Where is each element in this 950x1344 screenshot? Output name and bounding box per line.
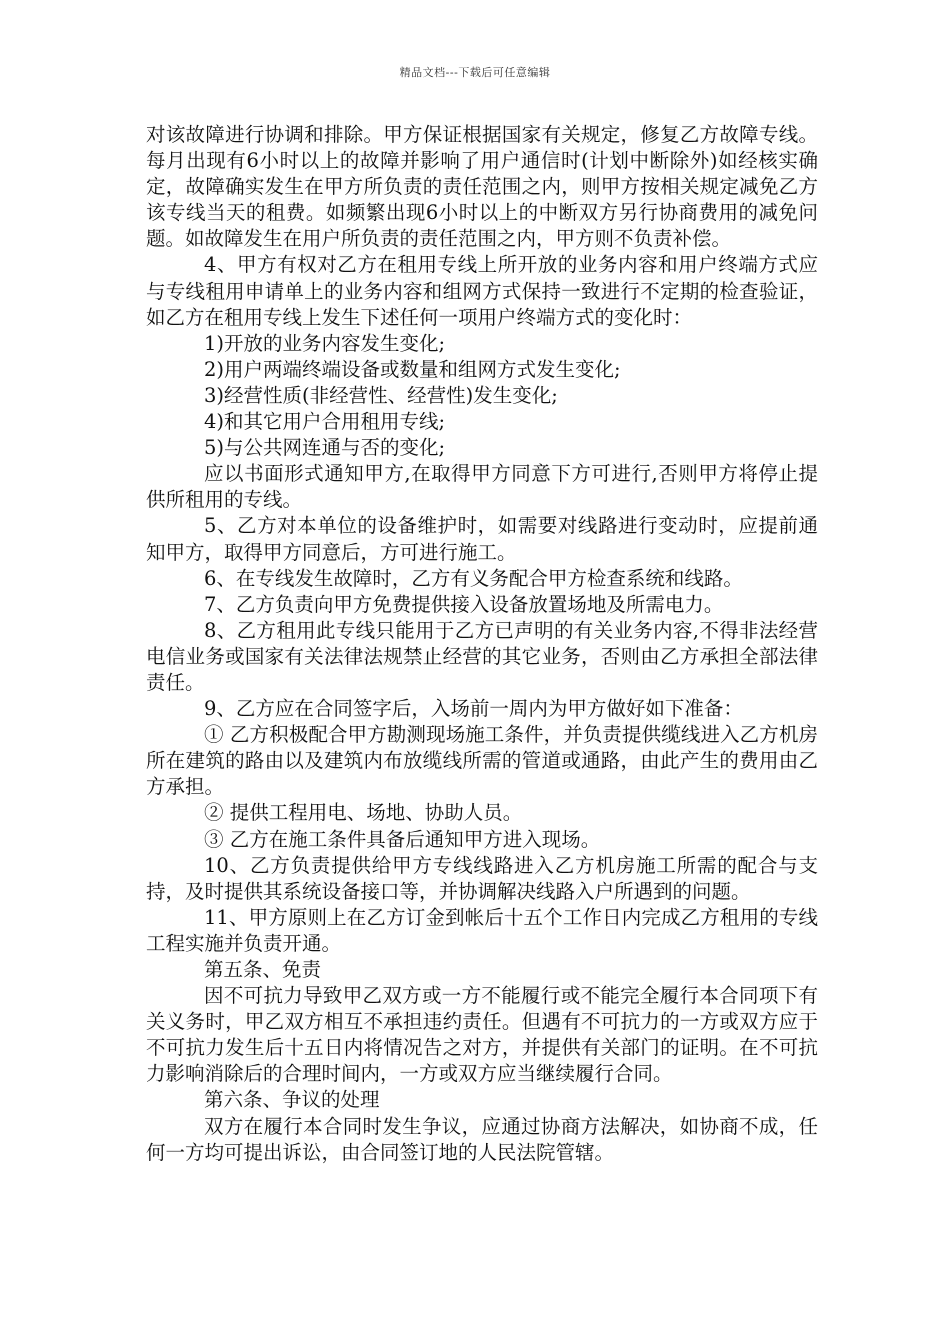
paragraph: 双方在履行本合同时发生争议，应通过协商方法解决，如协商不成，任何一方均可提出诉讼，由合同签订地的人民法院管辖。 [146, 1114, 818, 1164]
paragraph: 4、甲方有权对乙方在租用专线上所开放的业务内容和用户终端方式应与专线租用申请单上的业务内容和组网方式保持一致进行不定期的检查验证，如乙方在租用专线上发生下述任何一项用户终端方式的变化时： [146, 253, 818, 329]
paragraph: 9、乙方应在合同签字后，入场前一周内为甲方做好如下准备： [204, 697, 743, 721]
list-item: 4)和其它用户合用租用专线; [204, 410, 446, 434]
paragraph: 5、乙方对本单位的设备维护时，如需要对线路进行变动时，应提前通知甲方，取得甲方同意后，方可进行施工。 [146, 514, 818, 564]
paragraph: 应以书面形式通知甲方,在取得甲方同意下方可进行,否则甲方将停止提供所租用的专线。 [146, 462, 818, 512]
paragraph: 10、乙方负责提供给甲方专线线路进入乙方机房施工所需的配合与支持，及时提供其系统设备接口等，并协调解决线路入户所遇到的问题。 [146, 853, 818, 903]
paragraph: 11、甲方原则上在乙方订金到帐后十五个工作日内完成乙方租用的专线工程实施并负责开通。 [146, 905, 818, 955]
paragraph: 7、乙方负责向甲方免费提供接入设备放置场地及所需电力。 [204, 592, 724, 616]
page-header: 精品文档---下载后可任意编辑 [399, 66, 551, 79]
section-heading: 第五条、免责 [204, 958, 322, 981]
paragraph: 8、乙方租用此专线只能用于乙方已声明的有关业务内容,不得非法经营电信业务或国家有关法律法规禁止经营的其它业务，否则由乙方承担全部法律责任。 [146, 618, 818, 694]
list-item: ③ 乙方在施工条件具备后通知甲方进入现场。 [204, 827, 601, 851]
list-item: 1)开放的业务内容发生变化; [204, 331, 446, 355]
list-item: ① 乙方积极配合甲方勘测现场施工条件，并负责提供缆线进入乙方机房所在建筑的路由以及建筑内布放缆线所需的管道或通路，由此产生的费用由乙方承担。 [146, 723, 818, 799]
paragraph: 6、在专线发生故障时，乙方有义务配合甲方检查系统和线路。 [204, 566, 743, 590]
list-item: 5)与公共网连通与否的变化; [204, 436, 446, 460]
list-item: ② 提供工程用电、场地、协助人员。 [204, 801, 523, 825]
list-item: 3)经营性质(非经营性、经营性)发生变化; [204, 383, 558, 407]
paragraph: 因不可抗力导致甲乙双方或一方不能履行或不能完全履行本合同项下有关义务时，甲乙双方相互不承担违约责任。但遇有不可抗力的一方或双方应于不可抗力发生后十五日内将情况告之对方，并提供有关部门的证明。在不可抗力影响消除后的合理时间内，一方或双方应当继续履行合同。 [146, 984, 818, 1086]
list-item: 2)用户两端终端设备或数量和组网方式发生变化; [204, 357, 621, 381]
paragraph: 对该故障进行协调和排除。甲方保证根据国家有关规定，修复乙方故障专线。每月出现有6小时以上的故障并影响了用户通信时(计划中断除外)如经核实确定，故障确实发生在甲方所负责的责任范围之内，则甲方按相关规定减免乙方该专线当天的租费。如频繁出现6小时以上的中断双方另行协商费用的减免问题。如故障发生在用户所负责的责任范围之内，甲方则不负责补偿。 [146, 123, 818, 251]
document-body [146, 122, 818, 1166]
section-heading: 第六条、争议的处理 [204, 1088, 380, 1112]
